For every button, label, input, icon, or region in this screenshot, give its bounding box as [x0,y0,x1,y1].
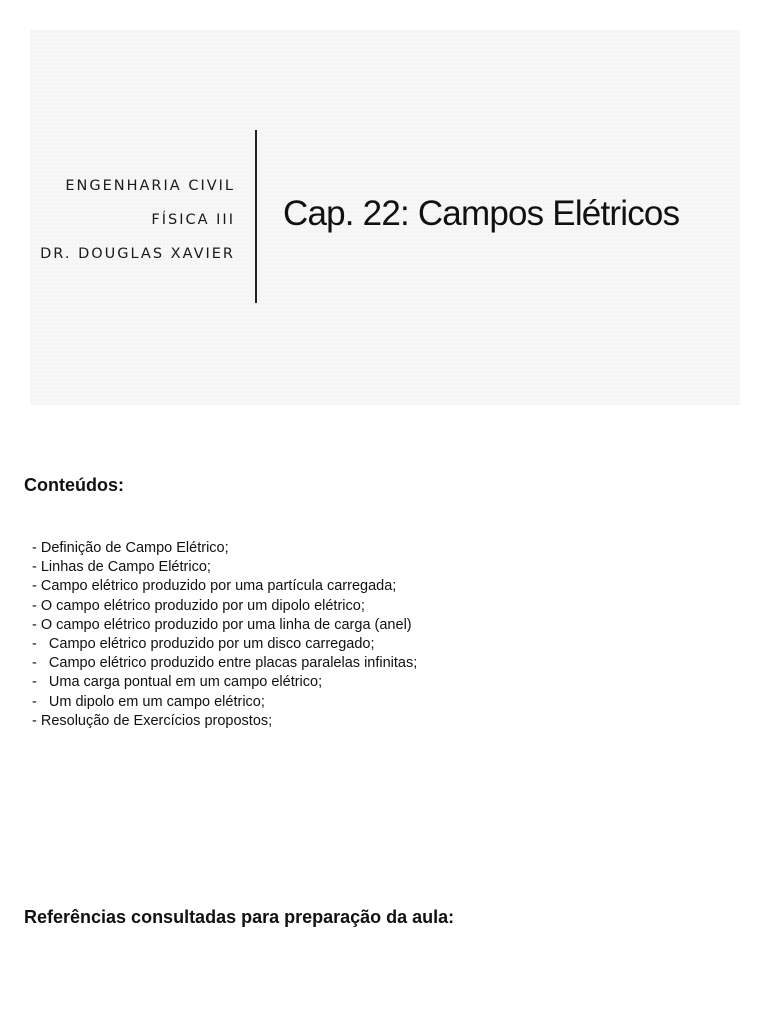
list-item: - Definição de Campo Elétrico; [32,540,229,556]
list-item: - Um dipolo em um campo elétrico; [32,693,265,710]
course-info [40,176,235,278]
chapter-title: Cap. 22: Campos Elétricos [283,194,680,233]
list-item: - O campo elétrico produzido por um dipolo elétrico; [32,597,365,614]
list-item: - Campo elétrico produzido por uma partícula carregada; [32,578,397,595]
contents-heading: Conteúdos: [24,475,124,495]
list-item: - Campo elétrico produzido por um disco carregado; [32,636,375,653]
subject-name: FÍSICA III [151,212,235,228]
course-name: ENGENHARIA CIVIL [65,178,235,194]
list-item: - Uma carga pontual em um campo elétrico; [32,674,323,691]
vertical-divider [255,130,257,303]
references-heading: Referências consultadas para preparação da aula: [24,907,455,927]
cover-slide [30,30,740,405]
list-item: - Resolução de Exercícios propostos; [32,712,273,729]
teacher-name: DR. DOUGLAS XAVIER [40,246,235,262]
list-item: - Campo elétrico produzido entre placas paralelas infinitas; [32,655,418,672]
contents-list [32,539,417,731]
list-item: - Linhas de Campo Elétrico; [32,559,211,576]
list-item: - O campo elétrico produzido por uma linha de carga (anel) [32,616,412,633]
